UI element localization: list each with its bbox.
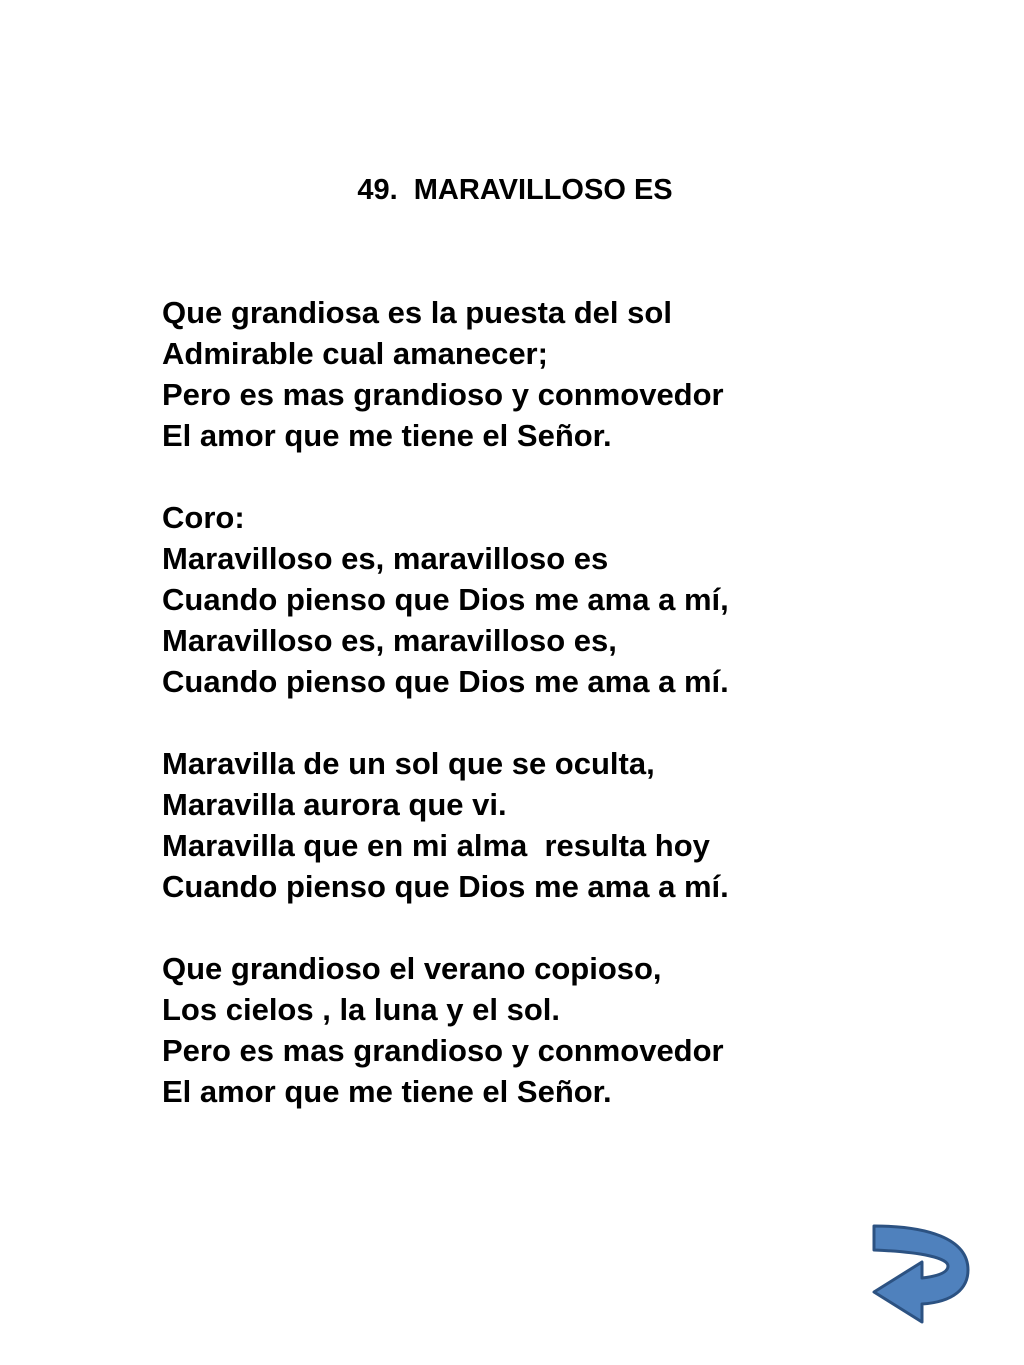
lyric-line: Que grandioso el verano copioso, (162, 951, 662, 986)
curved-return-arrow-icon (866, 1220, 976, 1326)
lyric-line: Maravilla aurora que vi. (162, 787, 507, 822)
verse-1 (162, 292, 942, 456)
chorus (162, 497, 942, 702)
lyric-line: Maravilla de un sol que se oculta, (162, 746, 655, 781)
lyric-line: Pero es mas grandioso y conmovedor (162, 1033, 724, 1068)
arrow-shape (874, 1226, 968, 1322)
song-title: 49. MARAVILLOSO ES (357, 174, 673, 206)
verse-3 (162, 948, 942, 1112)
lyric-line: El amor que me tiene el Señor. (162, 1074, 612, 1109)
lyrics (162, 292, 942, 1112)
lyric-line: El amor que me tiene el Señor. (162, 418, 612, 453)
lyric-line: Maravilloso es, maravilloso es, (162, 623, 617, 658)
lyric-line: Maravilla que en mi alma resulta hoy (162, 828, 710, 863)
lyric-line: Pero es mas grandioso y conmovedor (162, 377, 724, 412)
lyric-line: Admirable cual amanecer; (162, 336, 548, 371)
lyric-line: Cuando pienso que Dios me ama a mí. (162, 869, 729, 904)
chorus-label: Coro: (162, 500, 245, 535)
verse-2 (162, 743, 942, 907)
return-button[interactable] (866, 1220, 976, 1326)
lyric-line: Los cielos , la luna y el sol. (162, 992, 560, 1027)
lyric-line: Cuando pienso que Dios me ama a mí, (162, 582, 729, 617)
lyric-line: Maravilloso es, maravilloso es (162, 541, 609, 576)
lyric-line: Que grandiosa es la puesta del sol (162, 295, 672, 330)
lyric-line: Cuando pienso que Dios me ama a mí. (162, 664, 729, 699)
